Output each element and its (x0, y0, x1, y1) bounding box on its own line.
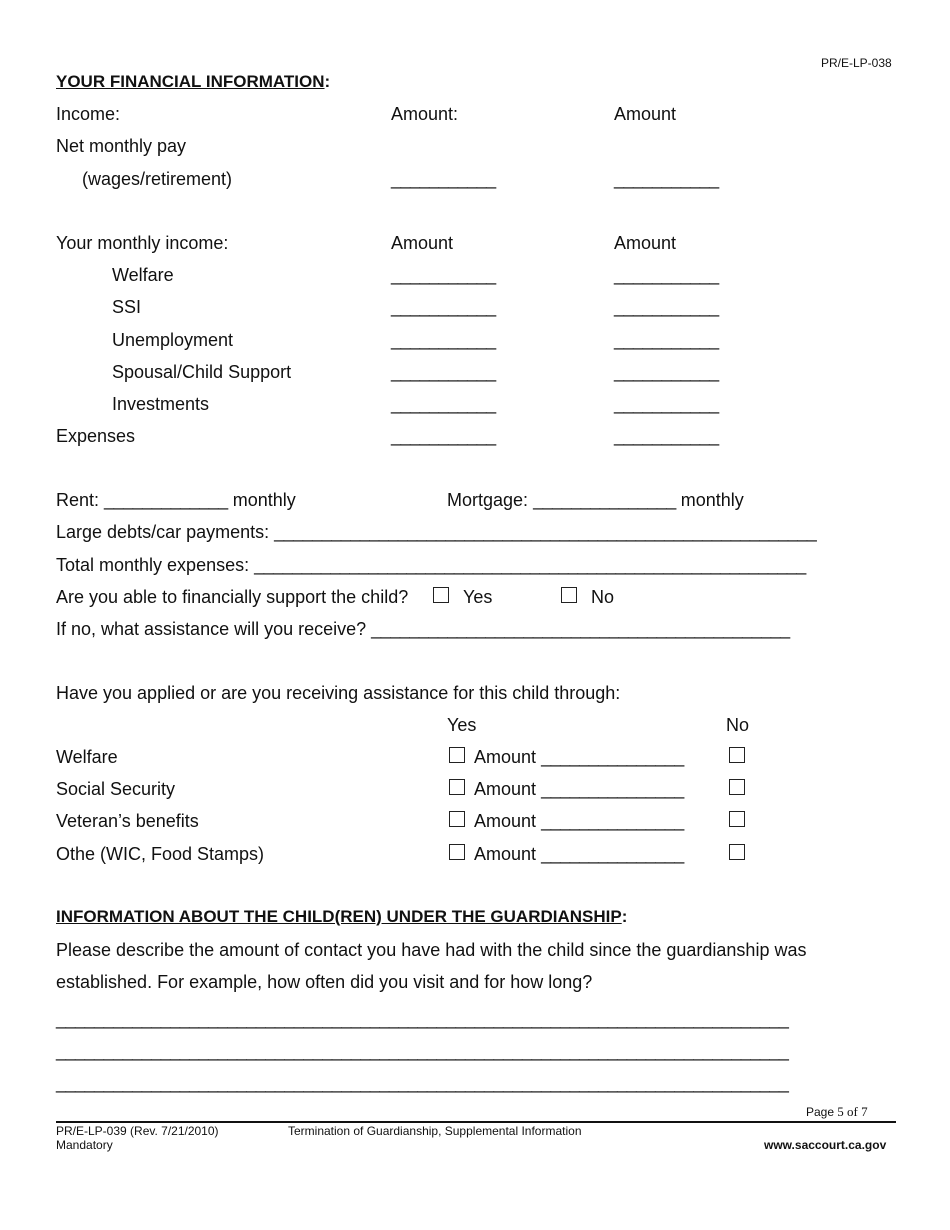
child-info-title-colon: : (621, 907, 628, 926)
child-info-prompt-line-2: established. For example, how often did you visit and for how long? (56, 972, 593, 992)
rent-input[interactable]: _____________ (104, 490, 228, 510)
rent-label: Rent: (56, 490, 100, 510)
footer-website[interactable]: www.saccourt.ca.gov (764, 1138, 887, 1152)
footer-divider (56, 1121, 896, 1123)
page-label: Page (806, 1105, 835, 1119)
program-social-security-amount-input[interactable]: _______________ (541, 779, 684, 799)
expenses-amount-2[interactable]: ___________ (614, 426, 719, 446)
assistance-input[interactable]: ____________________________________________ (371, 619, 790, 639)
amount-label: Amount (474, 779, 537, 799)
welfare-amount-2[interactable]: ___________ (614, 265, 719, 285)
debts-row (56, 521, 816, 543)
income-item-unemployment: Unemployment (112, 330, 234, 350)
program-other-amount (474, 843, 684, 865)
amount-header-2: Amount (614, 104, 677, 124)
answer-line-2[interactable]: _____________________________________________________________________________ (56, 1041, 789, 1061)
footer-mandatory: Mandatory (56, 1138, 113, 1152)
expenses-amount-1[interactable]: ___________ (391, 426, 496, 446)
income-item-welfare: Welfare (112, 265, 174, 285)
program-social-security-no-checkbox[interactable] (729, 779, 745, 795)
child-info-title-text: INFORMATION ABOUT THE CHILD(REN) UNDER THE GUARDIANSHIP (56, 907, 622, 926)
investments-amount-1[interactable]: ___________ (391, 394, 496, 414)
program-veterans-yes-checkbox[interactable] (449, 811, 465, 827)
amount-label: Amount (474, 747, 537, 767)
monthly-amount-header-1: Amount (391, 233, 454, 253)
income-label: Income: (56, 104, 121, 124)
form-code: PR/E-LP-038 (821, 56, 892, 70)
programs-no-header: No (726, 715, 750, 735)
rent-suffix: monthly (232, 490, 296, 510)
total-expenses-input[interactable]: __________________________________________________________ (254, 555, 806, 575)
expenses-label: Expenses (56, 426, 136, 446)
program-other-no-checkbox[interactable] (729, 844, 745, 860)
amount-label: Amount (474, 811, 537, 831)
investments-amount-2[interactable]: ___________ (614, 394, 719, 414)
page-indicator (806, 1104, 868, 1120)
monthly-income-label: Your monthly income: (56, 233, 229, 253)
debts-input[interactable]: _________________________________________________________ (274, 522, 817, 542)
net-pay-label: Net monthly pay (56, 136, 187, 156)
answer-line-1[interactable]: _____________________________________________________________________________ (56, 1009, 789, 1029)
mortgage-label: Mortgage: (447, 490, 529, 510)
net-pay-amount-2[interactable]: ___________ (614, 169, 719, 189)
program-other-yes-checkbox[interactable] (449, 844, 465, 860)
income-item-investments: Investments (112, 394, 210, 414)
amount-label: Amount (474, 844, 537, 864)
answer-line-3[interactable]: _____________________________________________________________________________ (56, 1073, 789, 1093)
program-veterans-no-checkbox[interactable] (729, 811, 745, 827)
net-pay-amount-1[interactable]: ___________ (391, 169, 496, 189)
program-social-security-yes-checkbox[interactable] (449, 779, 465, 795)
unemployment-amount-1[interactable]: ___________ (391, 330, 496, 350)
mortgage-suffix: monthly (680, 490, 744, 510)
programs-yes-header: Yes (447, 715, 477, 735)
income-item-ssi: SSI (112, 297, 142, 317)
financial-title-text: YOUR FINANCIAL INFORMATION (56, 72, 325, 91)
net-pay-sublabel: (wages/retirement) (82, 169, 233, 189)
program-welfare-yes-checkbox[interactable] (449, 747, 465, 763)
child-info-prompt-line-1: Please describe the amount of contact you have had with the child since the guardianship was (56, 940, 807, 960)
program-social-security: Social Security (56, 779, 176, 799)
spousal-support-amount-1[interactable]: ___________ (391, 362, 496, 382)
programs-question: Have you applied or are you receiving assistance for this child through: (56, 683, 621, 703)
program-welfare-no-checkbox[interactable] (729, 747, 745, 763)
support-yes-checkbox[interactable] (433, 587, 449, 603)
mortgage-input[interactable]: _______________ (533, 490, 676, 510)
child-info-title (56, 906, 627, 928)
welfare-amount-1[interactable]: ___________ (391, 265, 496, 285)
rent-row (56, 489, 296, 511)
page-total: of 7 (847, 1104, 868, 1119)
support-no-label: No (591, 587, 615, 607)
financial-title-colon: : (324, 72, 331, 91)
income-item-spousal-support: Spousal/Child Support (112, 362, 292, 382)
support-yes-label: Yes (463, 587, 493, 607)
footer-form-title: Termination of Guardianship, Supplemental Information (288, 1124, 582, 1138)
page-number: 5 (837, 1104, 844, 1119)
program-veterans-amount-input[interactable]: _______________ (541, 811, 684, 831)
program-welfare: Welfare (56, 747, 118, 767)
mortgage-row (447, 489, 744, 511)
spousal-support-amount-2[interactable]: ___________ (614, 362, 719, 382)
total-expenses-row (56, 554, 806, 576)
ssi-amount-1[interactable]: ___________ (391, 297, 496, 317)
assistance-row (56, 618, 790, 640)
monthly-amount-header-2: Amount (614, 233, 677, 253)
debts-label: Large debts/car payments: (56, 522, 270, 542)
program-welfare-amount (474, 746, 684, 768)
unemployment-amount-2[interactable]: ___________ (614, 330, 719, 350)
program-veterans-amount (474, 810, 684, 832)
program-other-amount-input[interactable]: _______________ (541, 844, 684, 864)
assistance-question: If no, what assistance will you receive? (56, 619, 367, 639)
financial-section-title (56, 71, 330, 93)
total-expenses-label: Total monthly expenses: (56, 555, 250, 575)
amount-header-1: Amount: (391, 104, 459, 124)
support-question: Are you able to financially support the child? (56, 587, 409, 607)
program-other: Othe (WIC, Food Stamps) (56, 844, 265, 864)
program-social-security-amount (474, 778, 684, 800)
program-veterans-benefits: Veteran’s benefits (56, 811, 199, 831)
support-no-checkbox[interactable] (561, 587, 577, 603)
footer-form-revision: PR/E-LP-039 (Rev. 7/21/2010) (56, 1124, 219, 1138)
program-welfare-amount-input[interactable]: _______________ (541, 747, 684, 767)
ssi-amount-2[interactable]: ___________ (614, 297, 719, 317)
